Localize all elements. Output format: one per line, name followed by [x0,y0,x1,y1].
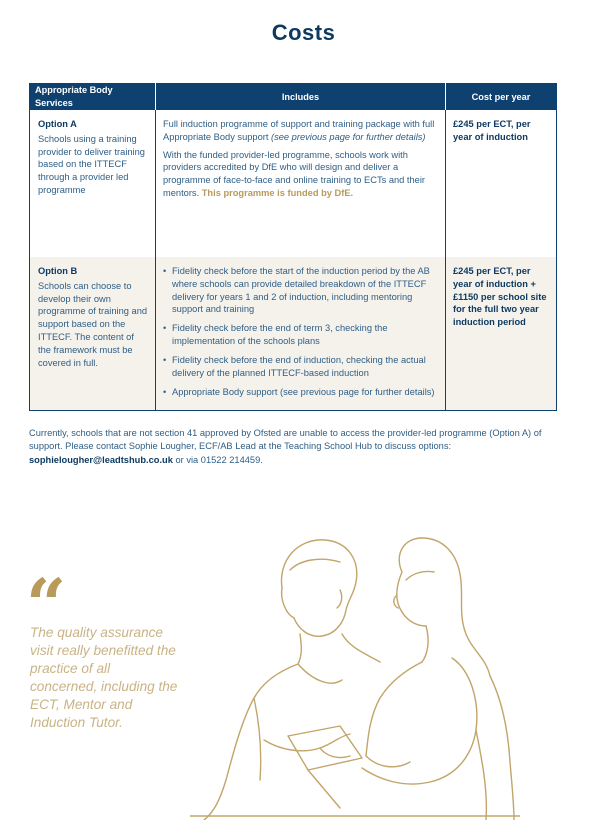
note-phone: or via 01522 214459. [172,454,263,465]
list-item: • Fidelity check before the start of the induction period by the AB where schools can provide detailed breakdown of the ITTECF delivery for years 1 and 2 of induction, including mentoring support and training [172,265,439,316]
option-a-title: Option A [38,119,77,129]
header-services: Appropriate Body Services [30,84,156,111]
option-a-cost: £245 per ECT, per year of induction [453,119,531,142]
option-b-includes-list [163,265,439,398]
option-b-title: Option B [38,266,78,276]
option-b-cost-cell [446,257,557,411]
page-title: Costs [271,20,336,45]
table-row-option-b [30,257,557,411]
option-a-includes [156,110,446,257]
header-includes: Includes [156,84,446,111]
option-b-cost: £245 per ECT, per year of induction + £1150 per school site for the full two year induction period [453,266,547,328]
header-cost: Cost per year [446,84,557,111]
line-art-illustration [190,530,520,820]
option-b-includes [156,257,446,411]
contact-note [29,427,569,467]
testimonial-quote: The quality assurance visit really benefitted the practice of all concerned, including the ECT, Mentor and Induction Tutor. [30,625,178,731]
funded-highlight: This programme is funded by DfE. [201,188,354,199]
option-a-p2-text: With the funded provider-led programme, schools work with providers accredited by DfE who will design and deliver a programme of face-to-face and online training to ECTs and their mentors. [163,149,426,199]
option-a-cost-cell [446,110,557,257]
option-a-includes-p1 [163,118,439,144]
table-row-option-a [30,110,557,257]
option-a-includes-p2 [163,149,439,200]
list-item: • Fidelity check before the end of induction, checking the actual delivery of the planned ITTECF-based induction [172,354,439,380]
quote-mark-icon: “ [26,563,67,646]
contact-email-link[interactable]: sophielougher@leadtshub.co.uk [29,454,173,465]
list-item: • Appropriate Body support (see previous page for further details) [172,386,439,399]
option-b-cell [30,257,156,411]
option-b-description: Schools can choose to develop their own programme of training and support based on the ITTECF. The content of the framework must be covered in full. [38,280,148,368]
list-item: • Fidelity check before the end of term 3, checking the implementation of the schools plans [172,322,439,348]
table-header-row [30,84,557,111]
note-text: Currently, schools that are not section 41 approved by Ofsted are unable to access the provider-led programme (Option A) of support. Please contact Sophie Lougher, ECF/AB Lead at the Teaching School Hub to discuss options: [29,428,542,452]
option-a-p1-italic: (see previous page for further details) [271,131,426,142]
option-a-cell [30,110,156,257]
costs-table [29,83,557,411]
option-a-p1-text: Full induction programme of support and training package with full Appropriate Body support [163,119,435,142]
option-a-description: Schools using a training provider to deliver training based on the ITTECF through a provider led programme [38,133,145,196]
